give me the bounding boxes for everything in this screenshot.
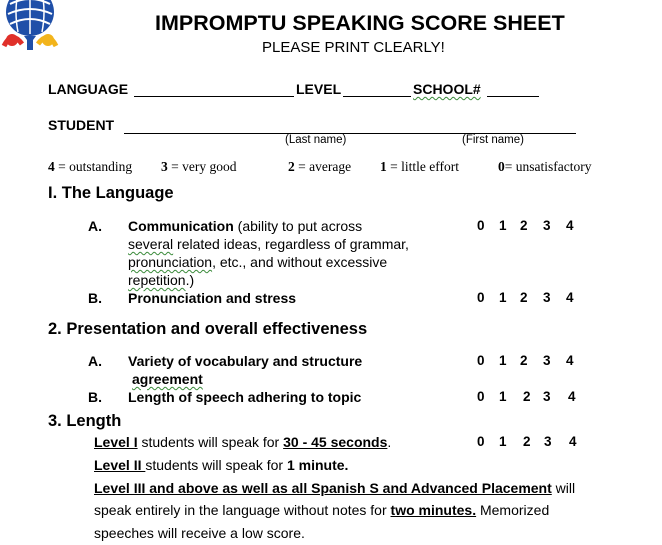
communication-description: several related ideas, regardless of grammar, [128,236,409,252]
language-label: LANGUAGE [48,81,129,97]
scale-item: 1 = little effort [380,159,459,174]
score-digit-0[interactable]: 0 [477,290,485,305]
vocabulary-criterion: Variety of vocabulary and structure [128,353,363,369]
level-label: LEVEL [296,81,342,97]
organization-logo [0,0,80,58]
item-letter: B. [88,290,102,306]
score-digit-2[interactable]: 2 [520,218,528,233]
scale-item: 0= unsatisfactory [498,159,592,174]
length-rule-level-3-continued: speak entirely in the language without notes for two minutes. Memorized [94,502,550,518]
scale-item: 2 = average [288,159,352,174]
section-presentation-title: 2. Presentation and overall effectiveness [48,320,368,338]
section-language-title: I. The Language [48,184,174,202]
score-digit-1[interactable]: 1 [499,353,507,368]
score-digit-1[interactable]: 1 [499,290,507,305]
level-input-line[interactable] [343,96,411,97]
school-input-line[interactable] [487,96,539,97]
pronunciation-criterion: Pronunciation and stress [128,290,297,306]
score-digit-3[interactable]: 3 [543,389,551,404]
section-length-title: 3. Length [48,412,122,430]
score-digit-4[interactable]: 4 [568,389,576,404]
communication-description: repetition.) [128,272,195,288]
length-rule-level-3: Level III and above as well as all Spanish S and Advanced Placement will [94,480,576,496]
score-digit-3[interactable]: 3 [543,353,551,368]
communication-criterion: Communication (ability to put across [128,218,363,234]
score-digit-2[interactable]: 2 [520,290,528,305]
score-digit-1[interactable]: 1 [499,218,507,233]
page-subtitle: PLEASE PRINT CLEARLY! [262,39,445,56]
scale-item: 3 = very good [161,159,237,174]
page-title: IMPROMPTU SPEAKING SCORE SHEET [155,11,565,35]
score-digit-3[interactable]: 3 [544,434,552,449]
score-digit-4[interactable]: 4 [566,353,574,368]
score-digit-0[interactable]: 0 [477,353,485,368]
score-digit-3[interactable]: 3 [543,218,551,233]
first-name-hint: (First name) [462,134,524,146]
length-rule-note: speeches will receive a low score. [94,525,305,541]
communication-description: pronunciation, etc., and without excessive [128,254,388,270]
score-digit-2[interactable]: 2 [523,389,531,404]
language-input-line[interactable] [134,96,294,97]
scale-item: 4 = outstanding [48,159,133,174]
vocabulary-criterion-continued: agreement [132,371,203,387]
score-digit-4[interactable]: 4 [569,434,577,449]
score-digit-4[interactable]: 4 [566,218,574,233]
student-label: STUDENT [48,117,115,133]
score-digit-1[interactable]: 1 [499,389,507,404]
last-name-hint: (Last name) [285,134,347,146]
item-letter: B. [88,389,102,405]
score-digit-2[interactable]: 2 [520,353,528,368]
score-digit-0[interactable]: 0 [477,389,485,404]
score-digit-0[interactable]: 0 [477,434,485,449]
score-digit-4[interactable]: 4 [566,290,574,305]
score-digit-2[interactable]: 2 [523,434,531,449]
score-digit-0[interactable]: 0 [477,218,485,233]
length-rule-level-2: Level II students will speak for 1 minute. [94,457,349,473]
score-digit-1[interactable]: 1 [499,434,507,449]
item-letter: A. [88,353,102,369]
length-adherence-criterion: Length of speech adhering to topic [128,389,362,405]
item-letter: A. [88,218,102,234]
length-rule-level-1: Level I students will speak for 30 - 45 seconds. [94,434,392,450]
school-label: SCHOOL# [413,81,481,97]
score-digit-3[interactable]: 3 [543,290,551,305]
